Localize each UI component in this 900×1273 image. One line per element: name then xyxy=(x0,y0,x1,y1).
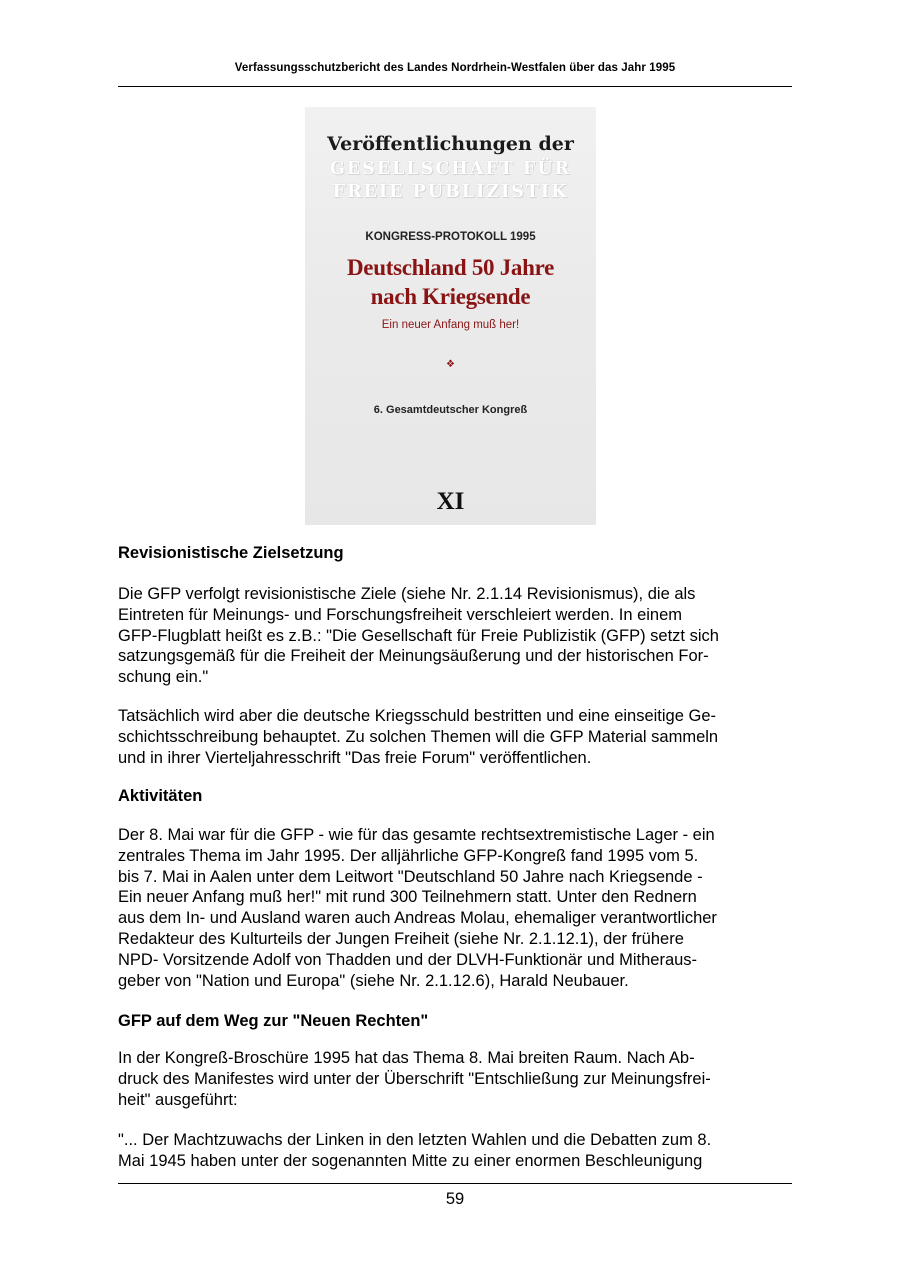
text-line: geber von "Nation und Europa" (siehe Nr. 2.1.12.6), Harald Neubauer. xyxy=(118,971,629,990)
paragraph xyxy=(118,1130,792,1172)
text-line: und in ihrer Vierteljahresschrift "Das freie Forum" veröffentlichen. xyxy=(118,748,592,767)
text-line: GFP-Flugblatt heißt es z.B.: "Die Gesellschaft für Freie Publizistik (GFP) setzt sich xyxy=(118,626,719,645)
text-line: schung ein." xyxy=(118,668,209,687)
section-heading: Aktivitäten xyxy=(118,787,203,805)
cover-publisher-line2: FREIE PUBLIZISTIK xyxy=(332,182,569,202)
book-cover-image xyxy=(305,107,596,525)
text-line: Redakteur des Kulturteils der Jungen Freiheit (siehe Nr. 2.1.12.1), der frühere xyxy=(118,929,684,948)
text-line: Der 8. Mai war für die GFP - wie für das gesamte rechtsextremistische Lager - ein xyxy=(118,826,715,844)
cover-kongress: 6. Gesamtdeutscher Kongreß xyxy=(373,404,528,416)
cover-main-line2: nach Kriegsende xyxy=(370,284,531,309)
section-heading: Revisionistische Zielsetzung xyxy=(118,544,344,562)
cover-ornament-icon: ❖ xyxy=(446,359,455,370)
footer-rule xyxy=(118,1183,792,1184)
text-line: Mai 1945 haben unter der sogenannten Mitte zu einer enormen Beschleunigung xyxy=(118,1151,703,1170)
paragraph xyxy=(118,706,792,768)
text-line: bis 7. Mai in Aalen unter dem Leitwort "Deutschland 50 Jahre nach Kriegsende - xyxy=(118,867,703,886)
text-line: satzungsgemäß für die Freiheit der Meinungsäußerung und der historischen For- xyxy=(118,647,709,666)
text-line: In der Kongreß-Broschüre 1995 hat das Thema 8. Mai breiten Raum. Nach Ab- xyxy=(118,1049,695,1067)
text-line: Eintreten für Meinungs- und Forschungsfreiheit verschleiert werden. In einem xyxy=(118,605,683,624)
text-line: schichtsschreibung behauptet. Zu solchen Themen will die GFP Material sammeln xyxy=(118,727,719,746)
cover-main-title xyxy=(305,253,596,311)
cover-title: Veröffentlichungen der xyxy=(327,133,574,155)
text-line: zentrales Thema im Jahr 1995. Der alljährliche GFP-Kongreß fand 1995 vom 5. xyxy=(118,846,699,865)
cover-main-line1: Deutschland 50 Jahre xyxy=(347,255,554,280)
text-line: Tatsächlich wird aber die deutsche Kriegsschuld bestritten und eine einseitige Ge- xyxy=(118,707,717,725)
paragraph xyxy=(118,825,792,991)
page-number: 59 xyxy=(445,1190,465,1208)
running-header: Verfassungsschutzbericht des Landes Nordrhein-Westfalen über das Jahr 1995 xyxy=(234,62,676,74)
text-line: "... Der Machtzuwachs der Linken in den letzten Wahlen und die Debatten zum 8. xyxy=(118,1131,712,1149)
text-line: NPD- Vorsitzende Adolf von Thadden und der DLVH-Funktionär und Mitheraus- xyxy=(118,950,698,969)
text-line: Die GFP verfolgt revisionistische Ziele (siehe Nr. 2.1.14 Revisionismus), die als xyxy=(118,585,696,603)
text-line: heit" ausgeführt: xyxy=(118,1090,238,1109)
cover-subtitle: Ein neuer Anfang muß her! xyxy=(381,319,520,331)
paragraph xyxy=(118,584,792,688)
text-line: Ein neuer Anfang muß her!" mit rund 300 Teilnehmern statt. Unter den Rednern xyxy=(118,888,697,907)
paragraph xyxy=(118,1048,792,1110)
section-heading: GFP auf dem Weg zur "Neuen Rechten" xyxy=(118,1012,429,1030)
text-line: druck des Manifestes wird unter der Überschrift "Entschließung zur Meinungsfrei- xyxy=(118,1069,711,1088)
cover-volume: XI xyxy=(436,488,465,515)
cover-publisher-line1: GESELLSCHAFT FÜR xyxy=(329,159,572,179)
header-rule xyxy=(118,86,792,87)
cover-protokoll: KONGRESS-PROTOKOLL 1995 xyxy=(365,231,536,243)
text-line: aus dem In- und Ausland waren auch Andreas Molau, ehemaliger verantwortlicher xyxy=(118,909,717,928)
